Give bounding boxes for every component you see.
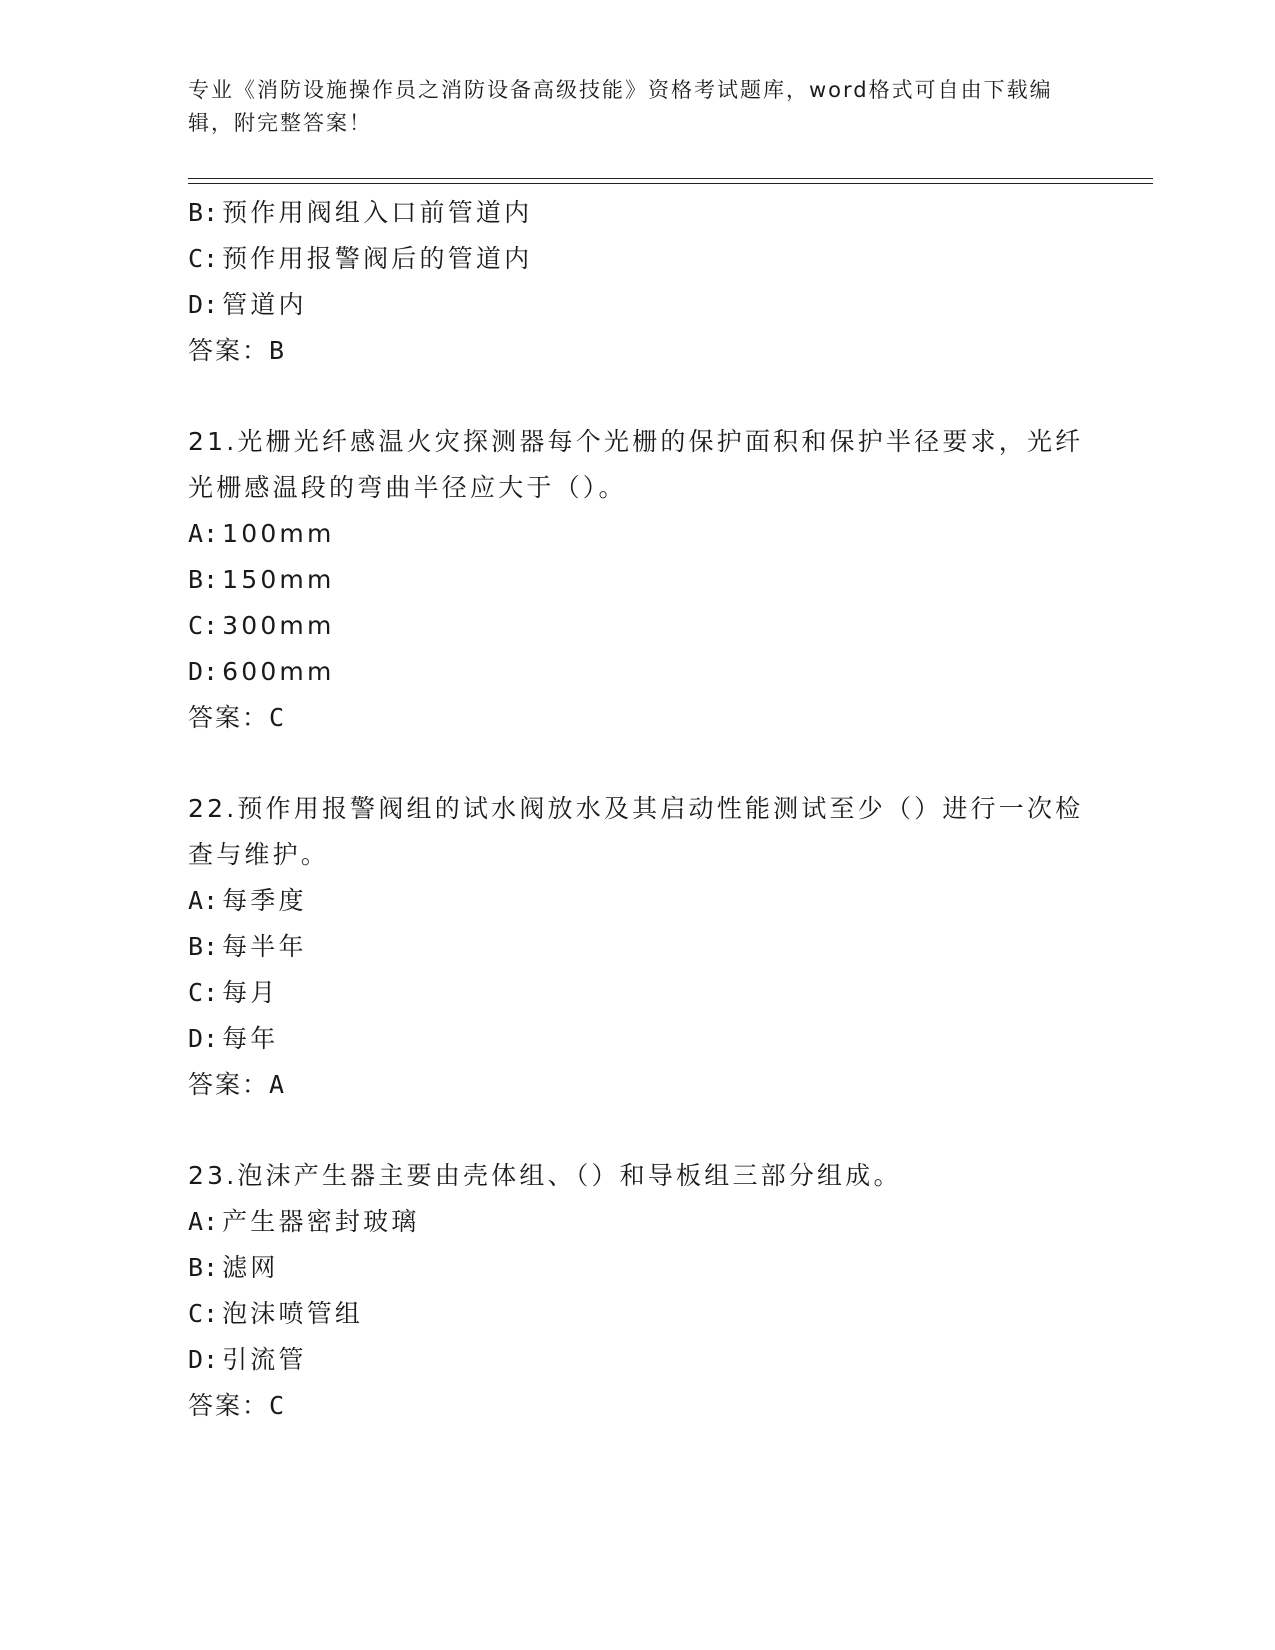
option-b: B: 滤网 bbox=[188, 1253, 279, 1282]
question-list bbox=[188, 190, 1108, 1429]
answer-line: 答案：A bbox=[188, 1070, 287, 1099]
option-b: B: 每半年 bbox=[188, 932, 307, 961]
option-c: C: 每月 bbox=[188, 978, 279, 1007]
option-c: C: 预作用报警阀后的管道内 bbox=[188, 244, 533, 273]
answer-line: 答案：B bbox=[188, 336, 287, 365]
header-rule-top bbox=[188, 178, 1153, 179]
spacer bbox=[188, 1108, 1108, 1153]
question-stem: 21.光栅光纤感温火灾探测器每个光栅的保护面积和保护半径要求，光纤光栅感温段的弯曲半径应大于（）。 bbox=[188, 427, 1084, 502]
option-c: C: 泡沫喷管组 bbox=[188, 1299, 364, 1328]
document-header bbox=[188, 74, 1078, 140]
option-b: B: 预作用阀组入口前管道内 bbox=[188, 198, 533, 227]
option-d: D: 管道内 bbox=[188, 290, 307, 319]
answer-value: C bbox=[269, 1391, 287, 1420]
option-d: D: 引流管 bbox=[188, 1345, 307, 1374]
option-d: D: 600mm bbox=[188, 657, 335, 686]
answer-line: 答案：C bbox=[188, 703, 287, 732]
question-block-23 bbox=[188, 1153, 1108, 1429]
spacer bbox=[188, 741, 1108, 786]
spacer bbox=[188, 374, 1108, 419]
option-b: B: 150mm bbox=[188, 565, 335, 594]
question-block-21 bbox=[188, 419, 1108, 741]
answer-value: C bbox=[269, 703, 287, 732]
answer-value: B bbox=[269, 336, 287, 365]
answer-line: 答案：C bbox=[188, 1391, 287, 1420]
header-text: 专业《消防设施操作员之消防设备高级技能》资格考试题库，word格式可自由下载编辑，附完整答案！ bbox=[188, 78, 1053, 135]
question-stem: 23.泡沫产生器主要由壳体组、（）和导板组三部分组成。 bbox=[188, 1161, 902, 1190]
answer-value: A bbox=[269, 1070, 287, 1099]
option-a: A: 产生器密封玻璃 bbox=[188, 1207, 420, 1236]
option-d: D: 每年 bbox=[188, 1024, 279, 1053]
question-block-22 bbox=[188, 786, 1108, 1108]
option-c: C: 300mm bbox=[188, 611, 335, 640]
question-stem: 22.预作用报警阀组的试水阀放水及其启动性能测试至少（）进行一次检查与维护。 bbox=[188, 794, 1084, 869]
option-a: A: 每季度 bbox=[188, 886, 307, 915]
question-block-prev bbox=[188, 190, 1108, 374]
header-rule-bottom bbox=[188, 183, 1153, 184]
option-a: A: 100mm bbox=[188, 519, 335, 548]
